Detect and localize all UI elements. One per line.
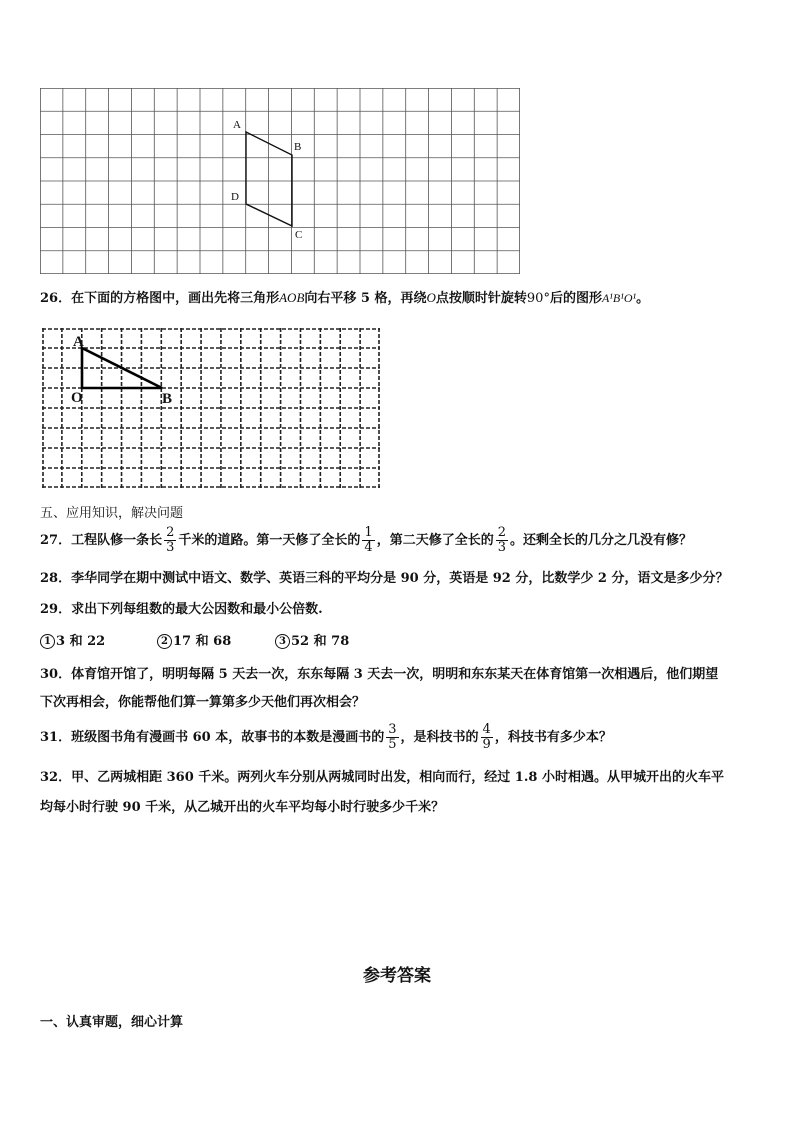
- question-26-text-c: 点按顺时针旋转: [435, 291, 527, 306]
- answers-section-1: 一、认真审题，细心计算: [40, 1015, 184, 1030]
- fraction-one-quarter: [362, 526, 374, 555]
- circled-number-2: 2: [157, 634, 172, 649]
- option-3: [275, 634, 349, 649]
- question-26-text-b: 向右平移 5 格，再绕: [304, 291, 427, 306]
- fraction-denominator: 4: [364, 540, 373, 555]
- point-label-o: O: [71, 390, 83, 406]
- question-30-line-2: 下次再相会，你能帮他们算一算第多少天他们再次相会？: [40, 695, 366, 710]
- section-5-heading: 五、应用知识，解决问题: [40, 506, 184, 521]
- fraction-three-fifths: [386, 723, 398, 752]
- question-32-line-2: 均每小时行驶 90 千米，从乙城开出的火车平均每小时行驶多少千米？: [40, 800, 445, 815]
- point-label-d: D: [231, 191, 239, 203]
- fraction-four-ninths: [481, 723, 493, 752]
- fraction-denominator: 3: [166, 540, 175, 555]
- point-label-b2: B: [162, 391, 173, 407]
- point-label-a2: A: [73, 334, 84, 350]
- question-26-number: 26．: [40, 291, 72, 306]
- answers-title: 参考答案: [363, 966, 431, 986]
- grid1-svg: [40, 88, 520, 274]
- question-27-number: 27．: [40, 533, 72, 548]
- question-29: 29．求出下列每组数的最大公因数和最小公倍数.: [40, 602, 323, 617]
- circled-number-1: 1: [40, 634, 55, 649]
- fraction-numerator: 1: [364, 525, 373, 540]
- grid2-svg: [42, 328, 380, 488]
- option-3-text: 52 和 78: [291, 634, 350, 649]
- option-2-text: 17 和 68: [173, 634, 232, 649]
- fraction-denominator: 9: [482, 737, 491, 752]
- question-26-end: 。: [636, 291, 650, 306]
- question-27: [40, 525, 692, 557]
- parallelogram-abcd: [246, 132, 292, 226]
- grid-figure-parallelogram: [40, 88, 520, 274]
- fraction-two-thirds-b: [496, 526, 508, 555]
- fraction-numerator: 3: [388, 722, 397, 737]
- question-29-options: [40, 633, 349, 651]
- question-31-text-b: ，是科技书的: [400, 730, 479, 745]
- question-27-text-b: 千米的道路。第一天修了全长的: [178, 533, 361, 548]
- fraction-numerator: 2: [497, 525, 506, 540]
- question-26-text-a: 在下面的方格图中，画出先将三角形: [71, 291, 280, 306]
- question-30-line-1: 30．体育馆开馆了，明明每隔 5 天去一次，东东每隔 3 天去一次，明明和东东某天在体育馆第一次相遇后，他们期望: [40, 667, 719, 682]
- question-32-line-1: 32．甲、乙两城相距 360 千米。两列火车分别从两城同时出发，相向而行，经过 1.8 小时相遇。从甲城开出的火车平: [40, 770, 724, 785]
- point-label-c: C: [295, 229, 303, 241]
- question-31-text-c: ，科技书有多少本？: [494, 730, 612, 745]
- question-26-angle: 90°: [526, 291, 550, 306]
- option-2: [157, 633, 275, 651]
- question-26: [40, 289, 649, 308]
- option-1: [40, 633, 157, 651]
- question-26-shape: AOB: [279, 290, 305, 305]
- point-label-a: A: [233, 119, 241, 131]
- fraction-two-thirds: [164, 526, 176, 555]
- grid-figure-triangle: [42, 328, 380, 488]
- question-26-result: A¹B¹O¹: [601, 291, 637, 305]
- question-26-text-d: 后的图形: [549, 291, 602, 306]
- fraction-numerator: 4: [482, 722, 491, 737]
- question-27-text-d: 。还剩全长的几分之几没有修？: [509, 533, 692, 548]
- option-1-text: 3 和 22: [56, 634, 106, 649]
- circled-number-3: 3: [275, 634, 290, 649]
- question-31: [40, 722, 612, 754]
- point-label-b: B: [294, 141, 302, 153]
- question-27-text-c: ，第二天修了全长的: [376, 533, 494, 548]
- fraction-denominator: 3: [497, 540, 506, 555]
- question-26-center: O: [426, 290, 436, 305]
- question-31-text-a: 31．班级图书角有漫画书 60 本，故事书的本数是漫画书的: [40, 730, 385, 745]
- fraction-denominator: 5: [388, 737, 397, 752]
- question-27-text-a: 工程队修一条长: [71, 533, 163, 548]
- fraction-numerator: 2: [166, 525, 175, 540]
- question-28: 28．李华同学在期中测试中语文、数学、英语三科的平均分是 90 分，英语是 92 分，比数学少 2 分，语文是多少分？: [40, 571, 729, 586]
